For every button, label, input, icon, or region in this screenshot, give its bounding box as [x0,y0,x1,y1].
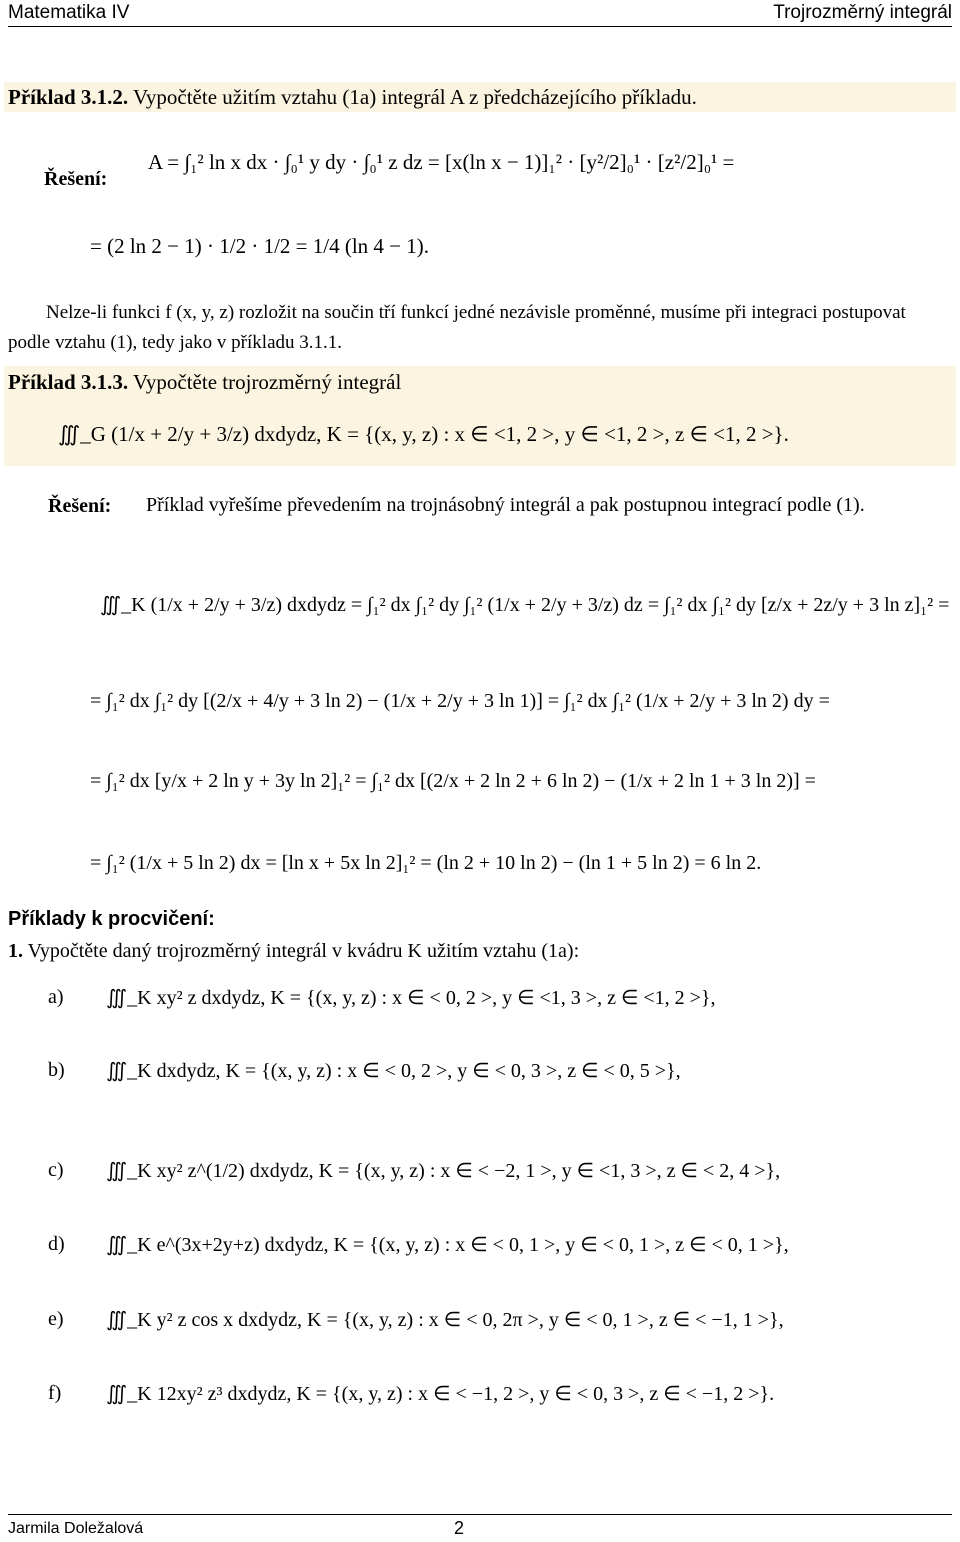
exercise-tag: d) [48,1233,65,1255]
intro-paragraph: Nelze-li funkci f (x, y, z) rozložit na součin tří funkcí jedné nezávisle proměnné, musíme při integraci postupovat podle vztahu (1), tedy jako v příkladu 3.1.1. [8,302,906,353]
page-number: 2 [454,1518,465,1538]
exercise-item [48,1058,681,1083]
exercise-tag: a) [48,986,64,1008]
exercise-item [48,985,716,1010]
solution-label-312: Řešení: [44,168,108,190]
example-312-text: Vypočtěte užitím vztahu (1a) integrál A z předcházejícího příkladu. [128,85,697,109]
exercise-item [48,1232,789,1257]
example-312-label: Příklad 3.1.2. [8,85,129,109]
solution-step-4: = ∫₁² (1/x + 5 ln 2) dx = [ln x + 5x ln 2]₁² = (ln 2 + 10 ln 2) − (ln 1 + 5 ln 2) = 6 ln 2. [90,852,762,874]
solution-313-text: Příklad vyřešíme převedením na trojnásobný integrál a pak postupnou integrací podle (1). [146,494,865,516]
exercise-item [48,1307,784,1332]
footer-author: Jarmila Doležalová [8,1520,144,1537]
page-footer [8,1514,952,1542]
example-312-line1: A = ∫₁² ln x dx · ∫₀¹ y dy · ∫₀¹ z dz = [x(ln x − 1)]₁² · [y²/2]₀¹ · [z²/2]₀¹ = [148,150,735,174]
exercise-expr: ∭_K dxdydz, K = {(x, y, z) : x ∈ < 0, 2 >, y ∈ < 0, 3 >, z ∈ < 0, 5 >}, [106,1060,681,1082]
exercise-expr: ∭_K xy² z dxdydz, K = {(x, y, z) : x ∈ < 0, 2 >, y ∈ <1, 3 >, z ∈ <1, 2 >}, [106,987,716,1009]
exercise-tag: b) [48,1059,65,1081]
solution-step-2: = ∫₁² dx ∫₁² dy [(2/x + 4/y + 3 ln 2) − (1/x + 2/y + 3 ln 1)] = ∫₁² dx ∫₁² (1/x + 2/y + 3 ln 2) dy = [90,690,830,712]
page-header [8,0,952,27]
exercises-title: Příklady k procvičení: [8,908,215,930]
exercise-item [48,1381,774,1406]
example-312-line2: = (2 ln 2 − 1) · 1/2 · 1/2 = 1/4 (ln 4 − 1). [90,234,430,258]
header-topic: Trojrozměrný integrál [773,2,952,23]
example-312-title [8,85,697,110]
exercise-tag: c) [48,1159,64,1181]
solution-step-3: = ∫₁² dx [y/x + 2 ln y + 3y ln 2]₁² = ∫₁² dx [(2/x + 2 ln 2 + 6 ln 2) − (1/x + 2 ln 1 + 3 ln 2)] = [90,770,816,792]
exercise-expr: ∭_K e^(3x+2y+z) dxdydz, K = {(x, y, z) : x ∈ < 0, 1 >, y ∈ < 0, 1 >, z ∈ < 0, 1 >}, [106,1234,789,1256]
exercises-intro [8,936,579,966]
solution-label-313: Řešení: [48,495,112,517]
solution-step-1: ∭_K (1/x + 2/y + 3/z) dxdydz = ∫₁² dx ∫₁² dy ∫₁² (1/x + 2/y + 3/z) dz = ∫₁² dx ∫₁² dy [z/x + 2z/y + 3 ln z]₁² = [100,594,950,616]
example-313-title [8,370,401,395]
example-313-formula: ∭_G (1/x + 2/y + 3/z) dxdydz, K = {(x, y, z) : x ∈ <1, 2 >, y ∈ <1, 2 >, z ∈ <1, 2 >}. [58,422,789,446]
header-course: Matematika IV [8,2,130,23]
exercise-expr: ∭_K 12xy² z³ dxdydz, K = {(x, y, z) : x ∈ < −1, 2 >, y ∈ < 0, 3 >, z ∈ < −1, 2 >}. [106,1383,775,1405]
example-313-text: Vypočtěte trojrozměrný integrál [128,370,402,394]
exercise-tag: e) [48,1308,64,1330]
exercise-expr: ∭_K y² z cos x dxdydz, K = {(x, y, z) : x ∈ < 0, 2π >, y ∈ < 0, 1 >, z ∈ < −1, 1 >}, [106,1309,784,1331]
exercises-intro-text: Vypočtěte daný trojrozměrný integrál v kvádru K užitím vztahu (1a): [27,940,580,962]
exercises-number: 1. [8,940,23,962]
exercise-tag: f) [48,1382,62,1404]
exercise-item [48,1158,780,1183]
example-313-label: Příklad 3.1.3. [8,370,129,394]
exercise-expr: ∭_K xy² z^(1/2) dxdydz, K = {(x, y, z) : x ∈ < −2, 1 >, y ∈ <1, 3 >, z ∈ < 2, 4 >}, [106,1160,781,1182]
